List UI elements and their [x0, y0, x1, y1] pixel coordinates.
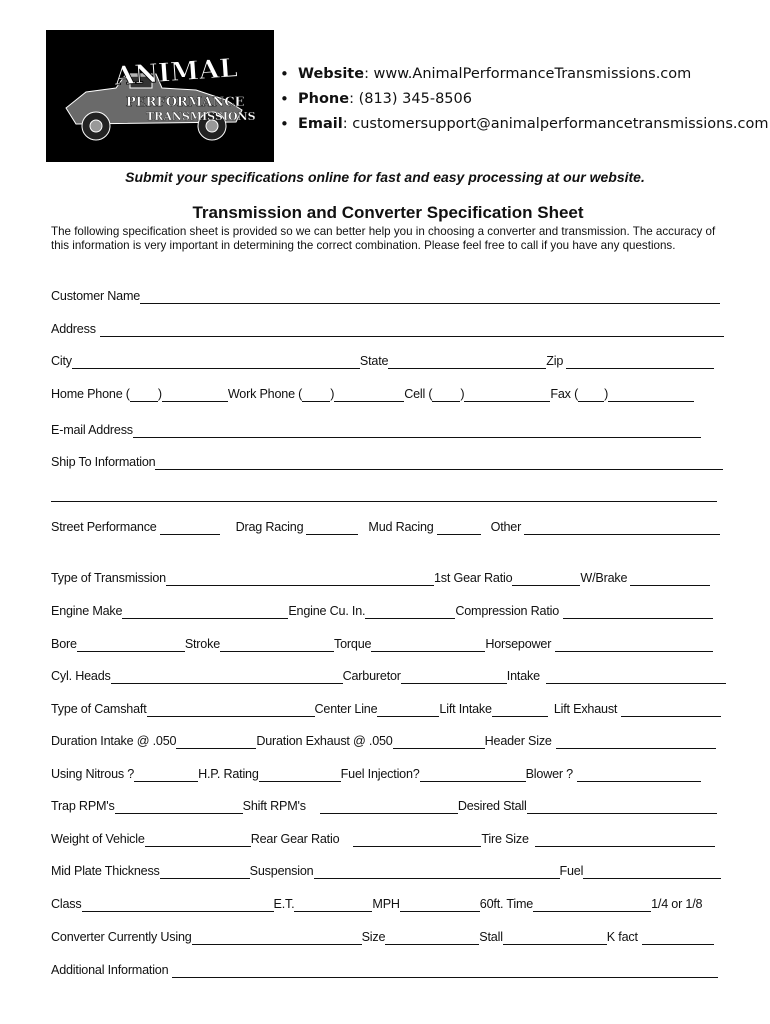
work-phone-area-field[interactable] — [302, 387, 330, 402]
row-rpm — [51, 796, 717, 814]
center-line-field[interactable] — [377, 702, 439, 717]
size-field[interactable] — [385, 930, 479, 945]
shift-rpms-field[interactable] — [320, 799, 458, 814]
row-address — [51, 319, 724, 337]
center-line-label: Center Line — [314, 702, 378, 716]
lift-intake-field[interactable] — [492, 702, 548, 717]
blower-label: Blower ? — [525, 767, 573, 781]
state-field[interactable] — [388, 354, 546, 369]
row-mid-plate — [51, 861, 721, 879]
row-city — [51, 351, 714, 369]
torque-field[interactable] — [371, 637, 485, 652]
duration-exhaust-label: Duration Exhaust @ .050 — [256, 734, 393, 748]
class-label: Class — [51, 897, 82, 911]
blower-field[interactable] — [577, 767, 701, 782]
horsepower-label: Horsepower — [485, 637, 552, 651]
row-transmission — [51, 568, 710, 586]
ship-to-field[interactable] — [155, 455, 723, 470]
quarter-or-eighth-label: 1/4 or 1/8 — [651, 897, 703, 911]
email-field[interactable] — [133, 423, 701, 438]
mud-racing-label: Mud Racing — [368, 520, 434, 534]
engine-make-label: Engine Make — [51, 604, 123, 618]
ship-to-field-line2[interactable] — [51, 500, 717, 502]
horsepower-field[interactable] — [555, 637, 713, 652]
cell-area-field[interactable] — [432, 387, 460, 402]
duration-exhaust-field[interactable] — [393, 734, 485, 749]
tire-size-field[interactable] — [535, 832, 715, 847]
fuel-injection-label: Fuel Injection? — [340, 767, 420, 781]
using-nitrous-field[interactable] — [134, 767, 198, 782]
w-brake-field[interactable] — [630, 571, 710, 586]
street-performance-field[interactable] — [160, 520, 220, 535]
row-customer-name — [51, 286, 720, 304]
size-label: Size — [361, 930, 386, 944]
suspension-label: Suspension — [249, 864, 314, 878]
contact-email-link[interactable]: : customersupport@animalperformancetransmissions.com — [342, 116, 769, 132]
bore-field[interactable] — [77, 637, 185, 652]
contact-phone-label: Phone — [298, 91, 350, 107]
company-logo — [46, 30, 274, 162]
page-title: Transmission and Converter Specification Sheet — [192, 203, 584, 222]
desired-stall-label: Desired Stall — [457, 799, 527, 813]
cell-field[interactable] — [464, 387, 550, 402]
cell-close: ) — [460, 387, 465, 401]
work-phone-close: ) — [330, 387, 335, 401]
logo-text-performance: PERFORMANCE — [126, 95, 245, 110]
trap-rpms-field[interactable] — [115, 799, 243, 814]
cyl-heads-field[interactable] — [111, 669, 343, 684]
drag-racing-label: Drag Racing — [235, 520, 304, 534]
row-engine — [51, 601, 713, 619]
street-performance-label: Street Performance — [51, 520, 157, 534]
lift-exhaust-label: Lift Exhaust — [553, 702, 618, 716]
first-gear-ratio-label: 1st Gear Ratio — [434, 571, 513, 585]
contact-website-link[interactable]: : www.AnimalPerformanceTransmissions.com — [364, 66, 692, 82]
cell-label: Cell ( — [404, 387, 433, 401]
logo-text-animal: ANIMAL — [113, 53, 239, 92]
row-class — [51, 894, 702, 912]
row-duration — [51, 731, 716, 749]
bore-label: Bore — [51, 637, 77, 651]
row-phones — [51, 384, 694, 402]
hp-rating-field[interactable] — [259, 767, 341, 782]
k-fact-field[interactable] — [642, 930, 714, 945]
header-size-field[interactable] — [556, 734, 716, 749]
row-bore — [51, 634, 713, 652]
row-weight — [51, 829, 715, 847]
contact-website-label: Website — [298, 66, 365, 82]
lift-intake-label: Lift Intake — [439, 702, 492, 716]
carburetor-field[interactable] — [401, 669, 507, 684]
stall-label: Stall — [479, 930, 503, 944]
address-field[interactable] — [100, 322, 724, 337]
compression-ratio-field[interactable] — [563, 604, 713, 619]
stroke-label: Stroke — [184, 637, 221, 651]
shift-rpms-label: Shift RPM's — [242, 799, 306, 813]
header-size-label: Header Size — [484, 734, 552, 748]
type-of-transmission-label: Type of Transmission — [51, 571, 166, 585]
contact-phone — [276, 87, 768, 112]
customer-name-field[interactable] — [140, 289, 720, 304]
et-label: E.T. — [273, 897, 295, 911]
sixty-ft-time-field[interactable] — [533, 897, 651, 912]
contact-email-label: Email — [298, 116, 343, 132]
fax-label: Fax ( — [550, 387, 579, 401]
additional-information-label: Additional Information — [51, 963, 169, 977]
mid-plate-thickness-label: Mid Plate Thickness — [51, 864, 160, 878]
engine-cu-in-label: Engine Cu. In. — [288, 604, 366, 618]
row-email — [51, 420, 701, 438]
hp-rating-label: H.P. Rating — [198, 767, 259, 781]
city-field[interactable] — [72, 354, 360, 369]
mph-field[interactable] — [400, 897, 480, 912]
contact-email — [276, 112, 768, 137]
additional-information-field[interactable] — [172, 963, 718, 978]
desired-stall-field[interactable] — [527, 799, 717, 814]
work-phone-label: Work Phone ( — [227, 387, 303, 401]
contact-list — [276, 62, 768, 137]
weight-of-vehicle-field[interactable] — [145, 832, 251, 847]
email-label: E-mail Address — [51, 423, 133, 437]
stall-field[interactable] — [503, 930, 607, 945]
w-brake-label: W/Brake — [580, 571, 628, 585]
lift-exhaust-field[interactable] — [621, 702, 721, 717]
mud-racing-field[interactable] — [437, 520, 481, 535]
row-nitrous — [51, 764, 701, 782]
ship-to-label: Ship To Information — [51, 455, 156, 469]
tire-size-label: Tire Size — [481, 832, 529, 846]
contact-website — [276, 62, 768, 87]
rear-gear-ratio-field[interactable] — [353, 832, 481, 847]
row-camshaft — [51, 699, 721, 717]
zip-field[interactable] — [566, 354, 714, 369]
work-phone-field[interactable] — [334, 387, 404, 402]
intake-label: Intake — [506, 669, 540, 683]
class-field[interactable] — [82, 897, 274, 912]
fuel-injection-field[interactable] — [420, 767, 526, 782]
home-phone-label: Home Phone ( — [51, 387, 130, 401]
mph-label: MPH — [372, 897, 400, 911]
duration-intake-field[interactable] — [176, 734, 256, 749]
intro-paragraph: The following specification sheet is provided so we can better help you in choosing a converter and transmission. The accuracy of this information is very important in determining the correct combination. Please feel free to call if you have any questions. — [51, 225, 716, 252]
logo-text-transmissions: TRANSMISSIONS — [146, 110, 256, 123]
zip-label: Zip — [546, 354, 564, 368]
row-converter — [51, 927, 714, 945]
other-label: Other — [490, 520, 522, 534]
row-heads — [51, 666, 726, 684]
intake-field[interactable] — [546, 669, 726, 684]
compression-ratio-label: Compression Ratio — [455, 604, 560, 618]
sixty-ft-time-label: 60ft. Time — [479, 897, 534, 911]
city-label: City — [51, 354, 72, 368]
k-fact-label: K fact — [606, 930, 638, 944]
using-nitrous-label: Using Nitrous ? — [51, 767, 135, 781]
fuel-label: Fuel — [559, 864, 584, 878]
type-of-camshaft-label: Type of Camshaft — [51, 702, 147, 716]
rear-gear-ratio-label: Rear Gear Ratio — [250, 832, 340, 846]
duration-intake-label: Duration Intake @ .050 — [51, 734, 177, 748]
stroke-field[interactable] — [220, 637, 334, 652]
carburetor-label: Carburetor — [342, 669, 401, 683]
cyl-heads-label: Cyl. Heads — [51, 669, 111, 683]
home-phone-close: ) — [157, 387, 162, 401]
home-phone-field[interactable] — [162, 387, 228, 402]
suspension-field[interactable] — [314, 864, 560, 879]
row-usage — [51, 517, 720, 535]
converter-currently-using-field[interactable] — [192, 930, 362, 945]
et-field[interactable] — [294, 897, 372, 912]
torque-label: Torque — [334, 637, 372, 651]
contact-phone-value: : (813) 345-8506 — [349, 91, 472, 107]
trap-rpms-label: Trap RPM's — [51, 799, 115, 813]
first-gear-ratio-field[interactable] — [512, 571, 580, 586]
type-of-camshaft-field[interactable] — [147, 702, 315, 717]
drag-racing-field[interactable] — [306, 520, 358, 535]
type-of-transmission-field[interactable] — [166, 571, 434, 586]
engine-make-field[interactable] — [122, 604, 288, 619]
tagline: Submit your specifications online for fast and easy processing at our website. — [125, 169, 645, 185]
row-additional-info — [51, 960, 718, 978]
address-label: Address — [51, 322, 96, 336]
other-field[interactable] — [524, 520, 720, 535]
mid-plate-thickness-field[interactable] — [160, 864, 250, 879]
weight-of-vehicle-label: Weight of Vehicle — [51, 832, 145, 846]
state-label: State — [359, 354, 389, 368]
fuel-field[interactable] — [583, 864, 721, 879]
row-ship-to — [51, 452, 723, 470]
fax-field[interactable] — [608, 387, 694, 402]
home-phone-area-field[interactable] — [130, 387, 158, 402]
converter-currently-using-label: Converter Currently Using — [51, 930, 192, 944]
customer-name-label: Customer Name — [51, 289, 141, 303]
engine-cu-in-field[interactable] — [365, 604, 455, 619]
fax-close: ) — [604, 387, 609, 401]
fax-area-field[interactable] — [578, 387, 604, 402]
